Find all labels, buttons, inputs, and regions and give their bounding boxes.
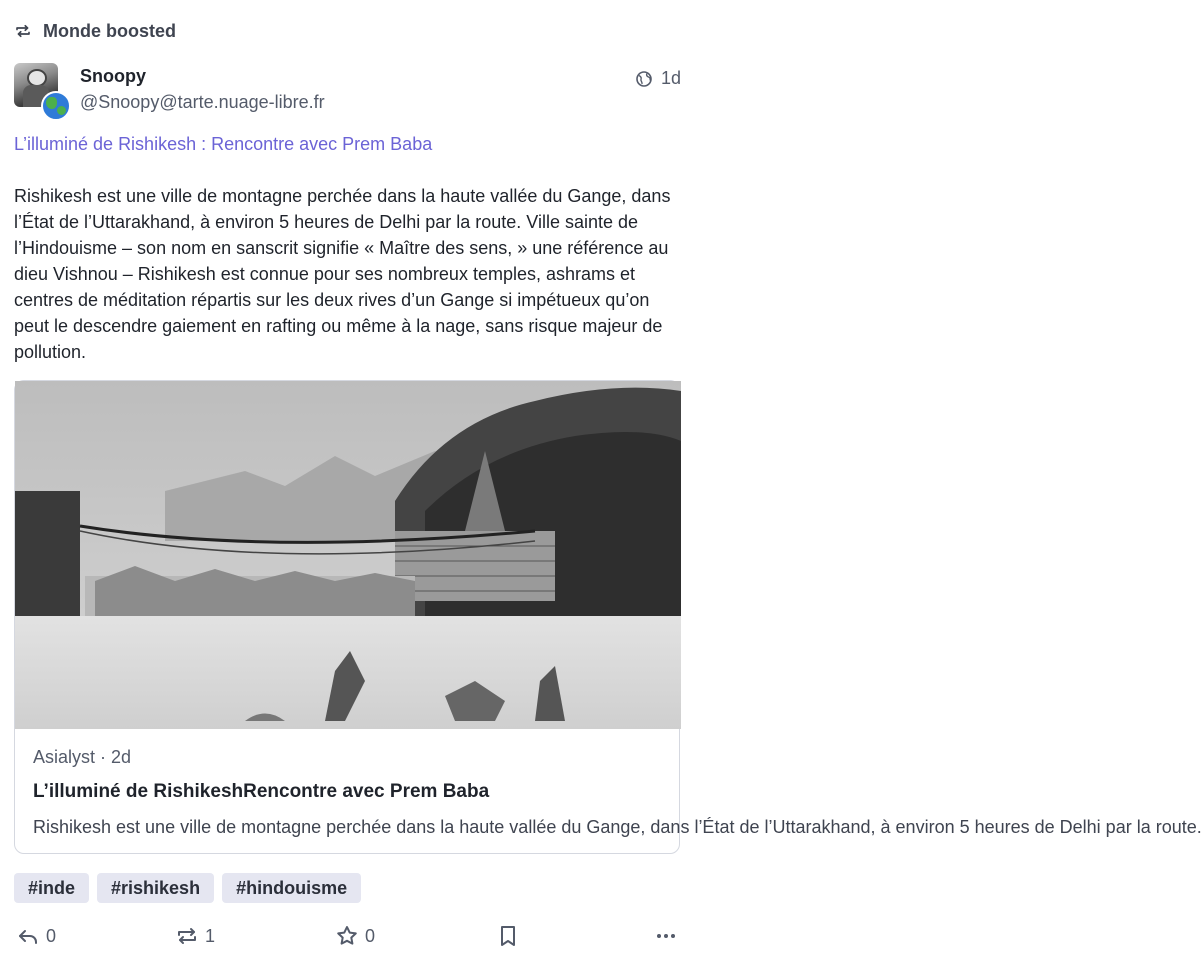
- boost-icon: [175, 924, 199, 948]
- favourite-button[interactable]: [335, 920, 375, 952]
- more-icon: [654, 924, 678, 948]
- boost-button[interactable]: [175, 920, 215, 952]
- boost-label: Monde boosted: [43, 20, 176, 41]
- reply-icon: [16, 924, 40, 948]
- favourite-count: 0: [365, 925, 376, 946]
- card-title[interactable]: L’illuminé de RishikeshRencontre avec Prem Baba: [33, 781, 490, 802]
- post-title-link[interactable]: L’illuminé de Rishikesh : Rencontre avec Prem Baba: [14, 134, 433, 154]
- star-icon: [335, 924, 359, 948]
- hashtag-bar: [14, 873, 369, 903]
- avatar[interactable]: [14, 63, 60, 109]
- account-handle[interactable]: @Snoopy@tarte.nuage-libre.fr: [80, 92, 325, 112]
- card-provider: Asialyst · 2d: [33, 747, 132, 767]
- globe-icon: [636, 71, 652, 87]
- post-time[interactable]: 1d: [660, 68, 681, 88]
- boost-indicator: [14, 19, 176, 43]
- action-bar: [0, 920, 699, 952]
- reply-count: 0: [46, 925, 57, 946]
- hashtag-rishikesh[interactable]: #rishikesh: [97, 873, 214, 903]
- hashtag-hindouisme[interactable]: #hindouisme: [222, 873, 361, 903]
- bookmark-button[interactable]: [496, 920, 526, 952]
- link-preview-card[interactable]: [14, 380, 1202, 854]
- bookmark-icon: [496, 924, 520, 948]
- repeat-icon: [14, 22, 32, 40]
- post-content: Rishikesh est une ville de montagne perchée dans la haute vallée du Gange, dans l’État de l’Uttarakhand, à environ 5 heures de Delhi par la route. Ville sainte de l’Hindouisme – son nom en sanscrit signifie « Maître des sens, » une référence au dieu Vishnou – Rishikesh est connue pour ses nombreux temples, ashrams et centres de méditation répartis sur les deux rives d’un Gange si impétueux qu’on peut le descendre gaiement en rafting ou même à la nage, sans risque majeur de pollution.: [14, 186, 671, 362]
- boost-count: 1: [205, 925, 216, 946]
- more-options-button[interactable]: [654, 920, 684, 952]
- reply-button[interactable]: [16, 920, 56, 952]
- post-meta: [636, 68, 681, 89]
- display-name[interactable]: Snoopy: [80, 66, 146, 86]
- card-thumbnail-image: [15, 381, 681, 729]
- hashtag-inde[interactable]: #inde: [14, 873, 89, 903]
- card-description: Rishikesh est une ville de montagne perchée dans la haute vallée du Gange, dans l’État de l’Uttarakhand, à environ 5 heures de Delhi par la route.: [33, 817, 1202, 837]
- globe-emoji-icon: [41, 91, 71, 121]
